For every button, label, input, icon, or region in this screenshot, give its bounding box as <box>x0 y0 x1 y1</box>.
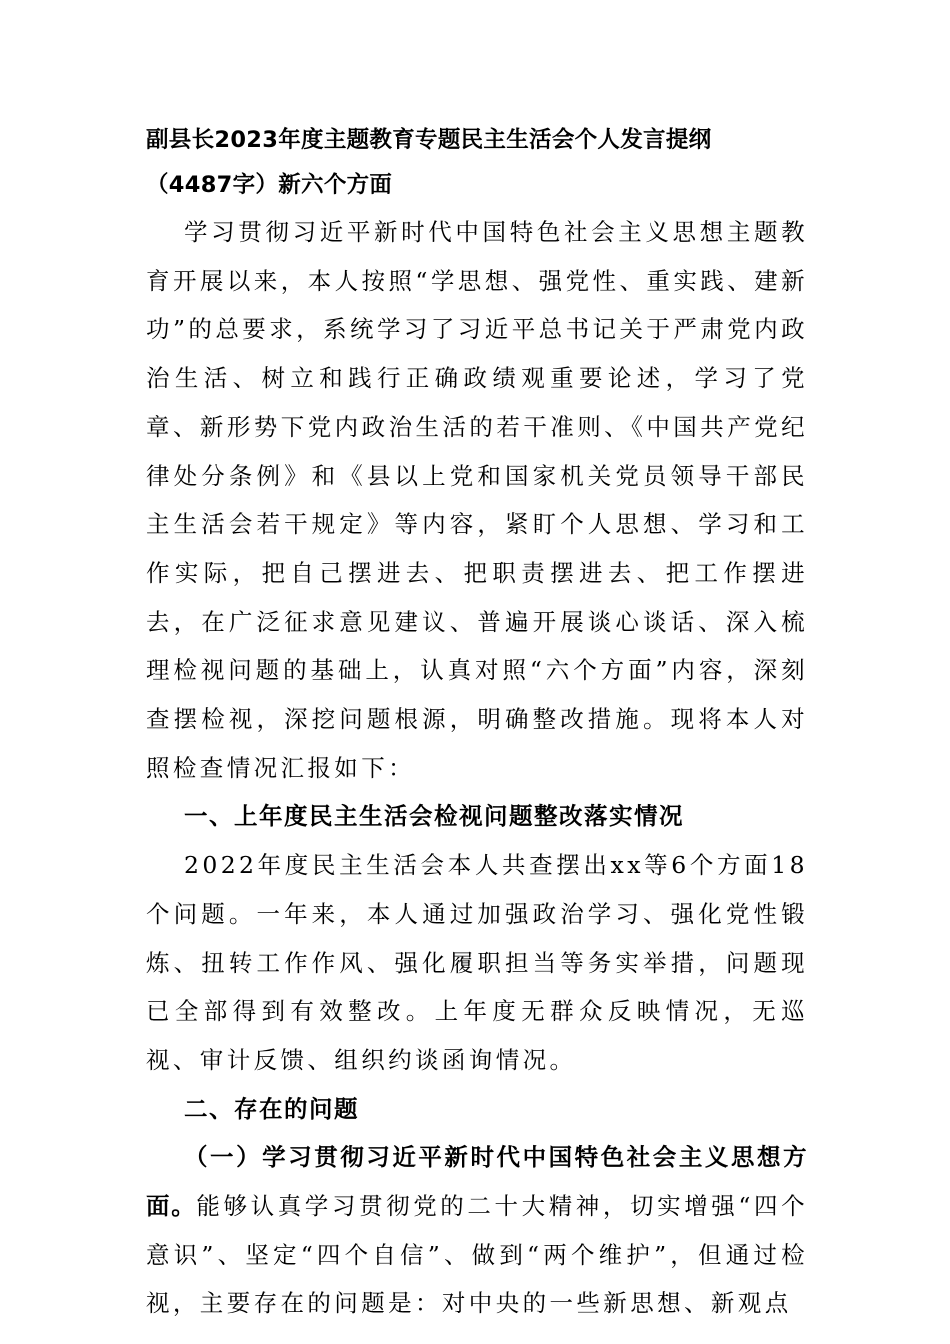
section-1-heading: 一、上年度民主生活会检视问题整改落实情况 <box>184 802 684 831</box>
section-1-body: 2022年度民主生活会本人共查摆出xx等6个方面18个问题。一年来，本人通过加强政治学习、强化党性锻炼、扭转工作作风、强化履职担当等务实举措，问题现已全部得到有效整改。上年度无群众反映情况，无巡视、审计反馈、组织约谈函询情况。 <box>146 851 808 1074</box>
section-2-subsection-1 <box>146 1133 808 1328</box>
document-title-line-2: （4487字）新六个方面 <box>146 172 393 198</box>
intro-paragraph: 学习贯彻习近平新时代中国特色社会主义思想主题教育开展以来，本人按照“学思想、强党性、重实践、建新功”的总要求，系统学习了习近平总书记关于严肃党内政治生活、树立和践行正确政绩观重要论述，学习了党章、新形势下党内政治生活的若干准则、《中国共产党纪律处分条例》和《县以上党和国家机关党员领导干部民主生活会若干规定》等内容，紧盯个人思想、学习和工作实际，把自己摆进去、把职责摆进去、把工作摆进去，在广泛征求意见建议、普遍开展谈心谈话、深入梳理检视问题的基础上，认真对照“六个方面”内容，深刻查摆检视，深挖问题根源，明确整改措施。现将本人对照检查情况汇报如下： <box>146 218 808 782</box>
subsection-1-body: 能够认真学习贯彻党的二十大精神，切实增强“四个意识”、坚定“四个自信”、做到“两个维护”，但通过检视，主要存在的问题是：对中央的一些新思想、新观点 <box>146 1192 809 1318</box>
document-title-line-1: 副县长2023年度主题教育专题民主生活会个人发言提纲 <box>146 127 712 153</box>
document-page <box>146 118 808 1328</box>
section-2-heading: 二、存在的问题 <box>184 1094 359 1123</box>
subsection-1-lead: （一）学习贯彻习近平新时代中国特色社会主义思想方面。 <box>146 1143 808 1221</box>
